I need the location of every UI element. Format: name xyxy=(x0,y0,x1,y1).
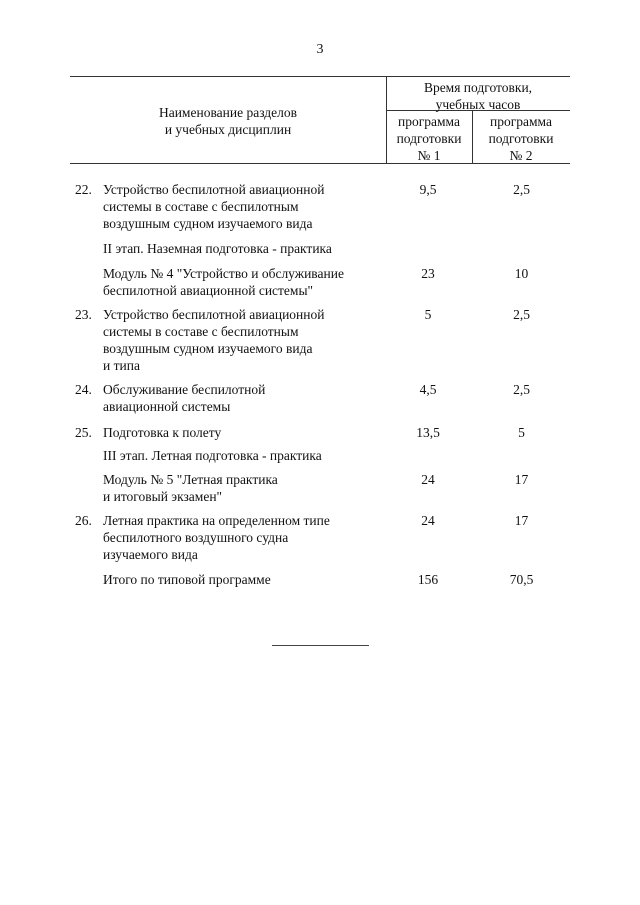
table-top-border xyxy=(70,76,570,77)
row-value-program-2: 2,5 xyxy=(513,382,530,397)
row-number: 23. xyxy=(75,307,92,322)
section-heading: III этап. Летная подготовка - практика xyxy=(103,448,322,463)
row-name: Подготовка к полету xyxy=(103,425,222,440)
row-value-program-1: 23 xyxy=(421,266,435,281)
row-value-program-2: 70,5 xyxy=(509,572,534,587)
row-value-program-1: 13,5 xyxy=(416,425,440,440)
row-value-program-2: 2,5 xyxy=(513,307,530,322)
row-value-program-2: 10 xyxy=(514,266,529,281)
end-rule xyxy=(272,645,369,646)
header-program-1: программа подготовки № 1 xyxy=(396,114,462,163)
row-value-program-1: 156 xyxy=(417,572,439,587)
header-program-2: программа подготовки № 2 xyxy=(488,114,554,163)
section-heading: II этап. Наземная подготовка - практика xyxy=(103,241,332,256)
row-number: 25. xyxy=(75,425,92,440)
row-value-program-2: 5 xyxy=(518,425,525,440)
row-value-program-1: 4,5 xyxy=(419,382,437,397)
row-value-program-1: 24 xyxy=(421,472,435,487)
row-value-program-2: 17 xyxy=(514,513,529,528)
row-name: Обслуживание беспилотной авиационной системы xyxy=(103,382,266,414)
row-value-program-2: 2,5 xyxy=(513,182,530,197)
row-value-program-1: 5 xyxy=(424,307,432,322)
row-name: Модуль № 5 "Летная практика и итоговый экзамен" xyxy=(103,472,278,504)
row-name: Итого по типовой программе xyxy=(103,572,271,587)
header-time-column: Время подготовки, учебных часов xyxy=(423,80,533,112)
row-name: Модуль № 4 "Устройство и обслуживание беспилотной авиационной системы" xyxy=(103,266,344,298)
row-number: 26. xyxy=(75,513,92,528)
row-name: Летная практика на определенном типе беспилотного воздушного судна изучаемого вида xyxy=(103,513,330,562)
row-value-program-1: 9,5 xyxy=(419,182,437,197)
header-name-column: Наименование разделов и учебных дисциплин xyxy=(158,105,298,137)
row-number: 22. xyxy=(75,182,92,197)
row-value-program-1: 24 xyxy=(421,513,435,528)
row-name: Устройство беспилотной авиационной системы в составе с беспилотным воздушным судном изучаемого вида и типа xyxy=(103,307,325,373)
page-number: 3 xyxy=(316,42,324,57)
row-name: Устройство беспилотной авиационной системы в составе с беспилотным воздушным судном изучаемого вида xyxy=(103,182,325,231)
row-value-program-2: 17 xyxy=(514,472,529,487)
row-number: 24. xyxy=(75,382,92,397)
